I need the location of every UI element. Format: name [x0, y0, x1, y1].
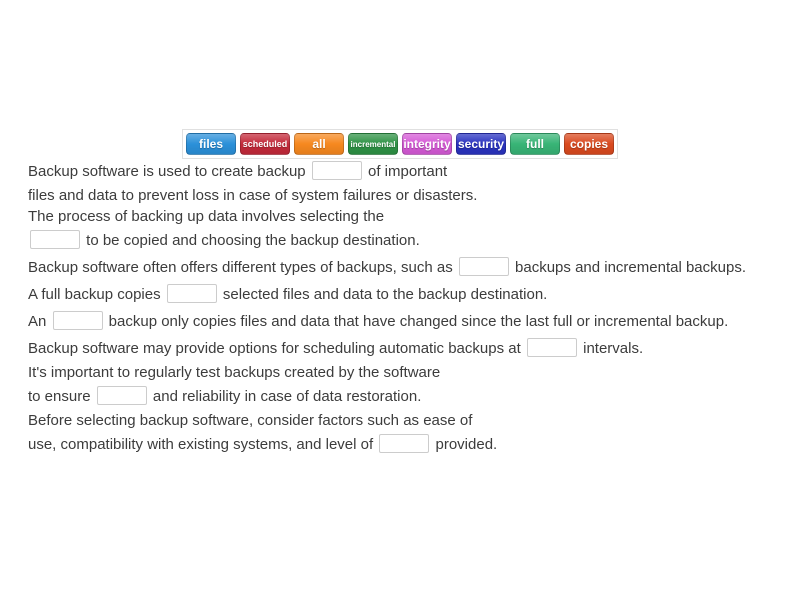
word-chip-incremental[interactable]: incremental — [348, 133, 398, 155]
word-chip-security[interactable]: security — [456, 133, 506, 155]
word-chip-files[interactable]: files — [186, 133, 236, 155]
sentence-line — [28, 209, 788, 225]
answer-blank[interactable] — [379, 434, 429, 453]
answer-blank[interactable] — [312, 161, 362, 180]
sentence — [28, 365, 788, 405]
word-chip-scheduled[interactable]: scheduled — [240, 133, 290, 155]
answer-blank[interactable] — [97, 386, 147, 405]
word-chip-all[interactable]: all — [294, 133, 344, 155]
word-chip-full[interactable]: full — [510, 133, 560, 155]
sentence-text: and reliability in case of data restoration. — [148, 388, 422, 405]
sentence — [28, 338, 788, 357]
word-bank — [182, 129, 618, 159]
sentence-text: backup only copies files and data that have changed since the last full or incremental backup. — [104, 313, 729, 330]
sentence-line — [28, 338, 788, 357]
sentence — [28, 413, 788, 453]
word-chip-copies[interactable]: copies — [564, 133, 614, 155]
sentence-line — [28, 386, 788, 405]
sentence-text: Backup software often offers different types of backups, such as — [28, 259, 457, 276]
answer-blank[interactable] — [167, 284, 217, 303]
sentence-text: files and data to prevent loss in case of system failures or disasters. — [28, 187, 478, 204]
sentence-line — [28, 434, 788, 453]
sentence-line — [28, 311, 788, 330]
answer-blank[interactable] — [30, 230, 80, 249]
answer-blank[interactable] — [527, 338, 577, 357]
sentence-text: backups and incremental backups. — [510, 259, 746, 276]
sentence-text: of important — [363, 163, 448, 180]
sentence — [28, 284, 788, 303]
sentence-line — [28, 188, 788, 204]
sentence — [28, 311, 788, 330]
passage — [28, 161, 788, 461]
word-bank-strip — [0, 129, 800, 159]
sentence-text: An — [28, 313, 51, 330]
sentence-text: A full backup copies — [28, 286, 165, 303]
sentence-line — [28, 413, 788, 429]
answer-blank[interactable] — [459, 257, 509, 276]
sentence — [28, 209, 788, 249]
sentence-line — [28, 257, 788, 276]
sentence — [28, 161, 788, 204]
sentence-line — [28, 230, 788, 249]
sentence-line — [28, 365, 788, 381]
sentence-text: Before selecting backup software, consider factors such as ease of — [28, 412, 473, 429]
sentence-text: to ensure — [28, 388, 95, 405]
sentence-text: intervals. — [578, 340, 644, 357]
answer-blank[interactable] — [53, 311, 103, 330]
sentence-text: The process of backing up data involves selecting the — [28, 208, 385, 225]
sentence-text: It's important to regularly test backups created by the software — [28, 364, 441, 381]
sentence — [28, 257, 788, 276]
sentence-line — [28, 284, 788, 303]
sentence-text: use, compatibility with existing systems, and level of — [28, 436, 378, 453]
sentence-line — [28, 161, 788, 180]
sentence-text: Backup software is used to create backup — [28, 163, 310, 180]
sentence-text: Backup software may provide options for scheduling automatic backups at — [28, 340, 525, 357]
word-chip-integrity[interactable]: integrity — [402, 133, 452, 155]
sentence-text: provided. — [431, 436, 498, 453]
sentence-text: to be copied and choosing the backup destination. — [82, 232, 420, 249]
sentence-text: selected files and data to the backup destination. — [218, 286, 548, 303]
